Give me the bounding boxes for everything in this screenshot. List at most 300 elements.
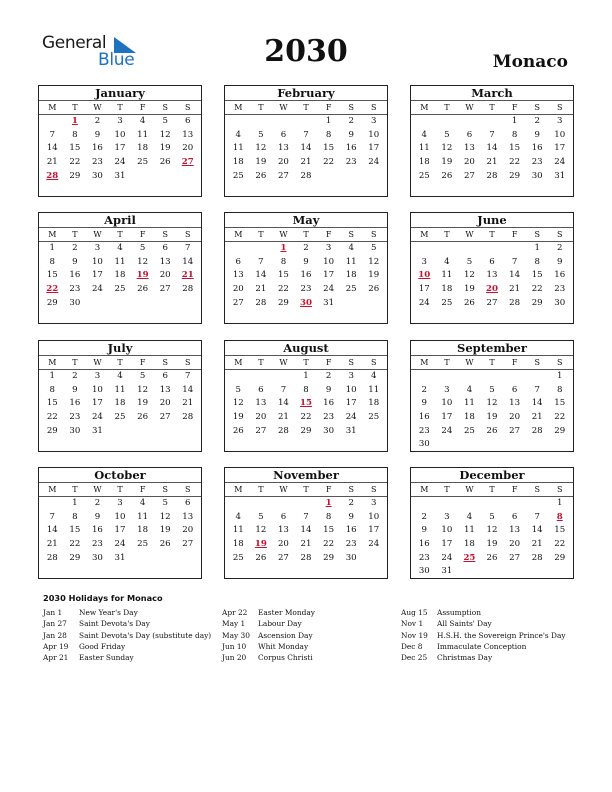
day-cell: 22 bbox=[69, 539, 81, 550]
holiday-date: Aug 15 bbox=[401, 608, 428, 617]
week-row bbox=[225, 425, 387, 439]
holiday-name: Saint Devota's Day bbox=[79, 619, 150, 629]
weekday-header: M bbox=[48, 230, 57, 239]
day-cell bbox=[548, 565, 571, 579]
day-cell: 8 bbox=[303, 384, 309, 395]
day-cell: 20 bbox=[182, 525, 194, 536]
weekday-header: S bbox=[534, 103, 540, 112]
day-cell: 27 bbox=[159, 284, 171, 295]
day-cell: 24 bbox=[441, 552, 453, 563]
day-cell: 19 bbox=[232, 412, 244, 423]
holiday-day-cell: 19 bbox=[254, 539, 267, 550]
weekday-header: T bbox=[72, 103, 78, 112]
day-cell: 31 bbox=[114, 170, 126, 181]
day-cell: 18 bbox=[137, 525, 149, 536]
day-cell: 10 bbox=[345, 384, 357, 395]
holiday-day-cell: 27 bbox=[181, 157, 194, 168]
page-title-year: 2030 bbox=[264, 34, 348, 69]
weekday-header: S bbox=[162, 103, 168, 112]
holidays-title: 2030 Holidays for Monaco bbox=[43, 593, 163, 603]
day-cell: 20 bbox=[159, 398, 171, 409]
day-cell bbox=[176, 297, 199, 311]
day-cell: 30 bbox=[69, 425, 81, 436]
month-october bbox=[38, 467, 202, 579]
day-cell: 1 bbox=[557, 498, 563, 508]
week-row bbox=[411, 411, 573, 425]
day-cell: 23 bbox=[554, 284, 566, 295]
month-title: October bbox=[39, 468, 201, 483]
day-cell bbox=[503, 370, 526, 384]
day-cell: 3 bbox=[444, 511, 450, 522]
week-row bbox=[225, 256, 387, 270]
day-cell: 22 bbox=[554, 412, 566, 423]
day-cell: 6 bbox=[280, 511, 287, 522]
day-cell bbox=[154, 552, 177, 566]
day-cell: 23 bbox=[531, 157, 543, 168]
day-cell bbox=[86, 297, 109, 311]
day-cell: 2 bbox=[348, 498, 354, 508]
day-cell: 28 bbox=[300, 170, 312, 181]
week-row bbox=[411, 397, 573, 411]
month-title: January bbox=[39, 86, 201, 101]
week-row bbox=[411, 565, 573, 579]
day-cell: 25 bbox=[232, 552, 244, 563]
holiday-entry bbox=[401, 652, 566, 663]
holiday-entry bbox=[401, 630, 566, 641]
day-cell bbox=[481, 242, 504, 256]
day-cell bbox=[131, 170, 154, 184]
day-cell: 23 bbox=[418, 552, 430, 563]
day-cell bbox=[272, 370, 295, 384]
week-row bbox=[411, 438, 573, 452]
day-cell: 9 bbox=[72, 256, 78, 267]
day-cell: 24 bbox=[368, 539, 380, 550]
day-cell: 20 bbox=[159, 270, 171, 281]
day-cell: 10 bbox=[114, 129, 126, 140]
day-cell: 2 bbox=[534, 116, 540, 126]
day-cell: 16 bbox=[91, 143, 103, 154]
weekday-header: S bbox=[557, 358, 563, 367]
day-cell: 18 bbox=[463, 539, 475, 550]
day-cell: 13 bbox=[509, 398, 521, 409]
day-cell: 11 bbox=[368, 384, 380, 395]
holiday-date: Nov 1 bbox=[401, 619, 424, 629]
day-cell: 1 bbox=[72, 498, 78, 508]
day-cell bbox=[458, 370, 481, 384]
weekday-header: S bbox=[185, 230, 191, 239]
day-cell: 13 bbox=[159, 384, 171, 395]
day-cell: 2 bbox=[303, 243, 309, 253]
day-cell: 17 bbox=[323, 270, 335, 281]
week-row bbox=[39, 297, 201, 311]
weekday-header: F bbox=[139, 485, 146, 494]
weekday-header-row bbox=[225, 356, 387, 370]
day-cell: 4 bbox=[235, 129, 242, 140]
weekday-header: W bbox=[279, 230, 288, 239]
day-cell: 2 bbox=[325, 371, 332, 381]
day-cell: 25 bbox=[114, 412, 126, 423]
weekday-header: M bbox=[234, 358, 243, 367]
weekday-header: F bbox=[325, 485, 332, 494]
country-name: Monaco bbox=[492, 52, 568, 72]
day-cell: 26 bbox=[255, 552, 267, 563]
holiday-day-cell: 15 bbox=[300, 398, 312, 409]
week-row bbox=[411, 170, 573, 184]
day-cell: 2 bbox=[557, 243, 563, 253]
weekday-header: F bbox=[511, 485, 518, 494]
day-cell: 15 bbox=[323, 143, 335, 154]
week-row bbox=[39, 497, 201, 511]
day-cell: 4 bbox=[139, 498, 146, 508]
month-december bbox=[410, 467, 574, 579]
day-cell: 29 bbox=[554, 552, 566, 563]
holiday-name: Easter Sunday bbox=[79, 653, 134, 663]
day-cell bbox=[154, 170, 177, 184]
day-cell: 2 bbox=[421, 384, 428, 395]
day-cell: 12 bbox=[255, 143, 267, 154]
day-cell: 7 bbox=[303, 511, 309, 522]
day-cell: 7 bbox=[280, 384, 287, 395]
weekday-header: F bbox=[139, 103, 146, 112]
day-cell: 7 bbox=[534, 511, 540, 522]
day-cell: 12 bbox=[137, 384, 149, 395]
holiday-day-cell: 1 bbox=[280, 243, 287, 253]
day-cell: 9 bbox=[348, 129, 354, 140]
day-cell: 31 bbox=[91, 425, 103, 436]
day-cell bbox=[526, 438, 549, 452]
month-title: May bbox=[225, 213, 387, 228]
day-cell: 4 bbox=[348, 243, 354, 253]
week-row bbox=[39, 269, 201, 283]
day-cell bbox=[481, 565, 504, 579]
weekday-header: T bbox=[444, 358, 450, 367]
day-cell bbox=[481, 370, 504, 384]
day-cell bbox=[154, 297, 177, 311]
day-cell: 18 bbox=[418, 157, 430, 168]
day-cell bbox=[295, 497, 318, 511]
weekday-header: W bbox=[93, 358, 102, 367]
weekday-header-row bbox=[411, 356, 573, 370]
day-cell: 21 bbox=[46, 157, 58, 168]
week-row bbox=[39, 283, 201, 297]
holiday-day-cell: 19 bbox=[136, 270, 149, 281]
weekday-header: S bbox=[534, 230, 540, 239]
weekday-header-row bbox=[225, 101, 387, 115]
day-cell: 8 bbox=[280, 256, 287, 267]
day-cell bbox=[436, 370, 459, 384]
day-cell: 29 bbox=[46, 425, 58, 436]
day-cell: 27 bbox=[159, 412, 171, 423]
day-cell bbox=[413, 370, 436, 384]
day-cell: 5 bbox=[489, 511, 495, 522]
month-title: July bbox=[39, 341, 201, 356]
day-cell: 25 bbox=[418, 170, 430, 181]
day-cell bbox=[227, 242, 250, 256]
day-cell: 25 bbox=[137, 157, 149, 168]
day-cell: 13 bbox=[255, 398, 267, 409]
day-cell bbox=[481, 497, 504, 511]
day-cell: 2 bbox=[94, 116, 101, 126]
week-row bbox=[411, 256, 573, 270]
day-cell: 19 bbox=[159, 525, 171, 536]
weekday-header: T bbox=[72, 230, 78, 239]
holiday-entry bbox=[222, 618, 315, 629]
day-cell bbox=[526, 370, 549, 384]
weekday-header: T bbox=[444, 103, 450, 112]
week-row bbox=[411, 384, 573, 398]
month-may bbox=[224, 212, 388, 324]
holiday-day-cell: 10 bbox=[418, 270, 431, 281]
weekday-header-row bbox=[411, 101, 573, 115]
week-row bbox=[39, 411, 201, 425]
holiday-day-cell: 1 bbox=[71, 116, 78, 126]
weekday-header-row bbox=[225, 483, 387, 497]
holiday-name: Corpus Christi bbox=[258, 653, 313, 663]
day-cell: 28 bbox=[300, 552, 312, 563]
weekday-header: S bbox=[162, 358, 168, 367]
holiday-date: Apr 21 bbox=[43, 653, 69, 663]
day-cell: 10 bbox=[441, 398, 453, 409]
day-cell: 7 bbox=[258, 256, 264, 267]
week-row bbox=[411, 497, 573, 511]
weekday-header-row bbox=[225, 228, 387, 242]
day-cell: 11 bbox=[114, 256, 126, 267]
day-cell: 2 bbox=[72, 371, 78, 381]
weekday-header: S bbox=[348, 230, 354, 239]
day-cell: 21 bbox=[486, 157, 498, 168]
day-cell: 27 bbox=[182, 539, 194, 550]
week-row bbox=[225, 384, 387, 398]
holiday-name: Whit Monday bbox=[258, 641, 309, 651]
day-cell bbox=[526, 565, 549, 579]
day-cell: 1 bbox=[511, 116, 518, 126]
weekday-header: F bbox=[139, 230, 146, 239]
weekday-header: T bbox=[117, 103, 123, 112]
day-cell bbox=[413, 242, 436, 256]
day-cell: 24 bbox=[418, 297, 430, 308]
day-cell: 5 bbox=[489, 384, 495, 395]
day-cell: 25 bbox=[232, 170, 244, 181]
day-cell: 26 bbox=[441, 170, 453, 181]
weekday-header: T bbox=[258, 485, 264, 494]
day-cell bbox=[526, 497, 549, 511]
day-cell: 13 bbox=[232, 270, 244, 281]
day-cell: 17 bbox=[91, 270, 103, 281]
month-title: June bbox=[411, 213, 573, 228]
day-cell: 30 bbox=[418, 439, 430, 450]
day-cell: 16 bbox=[91, 525, 103, 536]
day-cell: 28 bbox=[182, 412, 194, 423]
weekday-header: W bbox=[279, 485, 288, 494]
day-cell: 3 bbox=[325, 243, 332, 253]
day-cell: 27 bbox=[509, 425, 521, 436]
holiday-name: All Saints' Day bbox=[437, 619, 492, 629]
day-cell: 29 bbox=[509, 170, 521, 181]
week-row bbox=[39, 242, 201, 256]
day-cell: 6 bbox=[466, 129, 473, 140]
week-row bbox=[411, 370, 573, 384]
day-cell: 5 bbox=[139, 243, 146, 253]
weekday-header: S bbox=[162, 485, 168, 494]
day-cell: 26 bbox=[159, 539, 171, 550]
day-cell bbox=[503, 497, 526, 511]
week-row bbox=[225, 411, 387, 425]
weekday-header: W bbox=[465, 485, 474, 494]
day-cell: 11 bbox=[463, 525, 475, 536]
month-title: April bbox=[39, 213, 201, 228]
day-cell: 19 bbox=[368, 270, 380, 281]
holiday-name: Saint Devota's Day (substitute day) bbox=[79, 630, 212, 640]
weekday-header: T bbox=[258, 103, 264, 112]
day-cell: 4 bbox=[421, 129, 428, 140]
day-cell: 28 bbox=[255, 297, 267, 308]
day-cell: 21 bbox=[531, 412, 543, 423]
day-cell: 4 bbox=[139, 116, 146, 126]
week-row bbox=[225, 242, 387, 256]
day-cell bbox=[176, 425, 199, 439]
week-row bbox=[39, 115, 201, 129]
holiday-entry bbox=[43, 652, 211, 663]
day-cell bbox=[250, 497, 273, 511]
day-cell: 23 bbox=[345, 539, 357, 550]
day-cell: 6 bbox=[185, 498, 191, 508]
day-cell: 15 bbox=[277, 270, 289, 281]
day-cell: 5 bbox=[371, 243, 377, 253]
day-cell: 22 bbox=[531, 284, 543, 295]
week-row bbox=[411, 511, 573, 525]
day-cell bbox=[250, 242, 273, 256]
day-cell: 17 bbox=[345, 398, 357, 409]
week-row bbox=[411, 425, 573, 439]
holiday-day-cell: 28 bbox=[46, 170, 59, 181]
day-cell: 25 bbox=[345, 284, 357, 295]
day-cell: 23 bbox=[345, 157, 357, 168]
day-cell: 6 bbox=[489, 256, 495, 267]
week-row bbox=[39, 511, 201, 525]
day-cell: 16 bbox=[531, 143, 543, 154]
day-cell bbox=[227, 370, 250, 384]
weekday-header: T bbox=[444, 230, 450, 239]
holiday-entry bbox=[222, 641, 315, 652]
day-cell: 19 bbox=[137, 398, 149, 409]
day-cell: 26 bbox=[486, 425, 498, 436]
day-cell: 23 bbox=[91, 157, 103, 168]
day-cell: 7 bbox=[185, 371, 191, 381]
day-cell: 3 bbox=[557, 116, 563, 126]
week-row bbox=[39, 552, 201, 566]
day-cell: 21 bbox=[509, 284, 521, 295]
day-cell: 19 bbox=[486, 539, 498, 550]
day-cell: 18 bbox=[114, 270, 126, 281]
day-cell: 16 bbox=[345, 525, 357, 536]
week-row bbox=[411, 129, 573, 143]
week-row bbox=[225, 511, 387, 525]
day-cell: 16 bbox=[418, 539, 430, 550]
day-cell: 3 bbox=[371, 498, 377, 508]
day-cell: 10 bbox=[91, 256, 103, 267]
day-cell: 30 bbox=[91, 170, 103, 181]
day-cell bbox=[272, 115, 295, 129]
day-cell: 26 bbox=[463, 297, 475, 308]
day-cell: 9 bbox=[534, 129, 540, 140]
week-row bbox=[225, 269, 387, 283]
weekday-header: S bbox=[162, 230, 168, 239]
day-cell: 1 bbox=[49, 371, 56, 381]
day-cell bbox=[176, 552, 199, 566]
day-cell: 27 bbox=[486, 297, 498, 308]
day-cell: 4 bbox=[444, 256, 450, 267]
day-cell: 9 bbox=[303, 256, 309, 267]
day-cell: 3 bbox=[421, 256, 428, 267]
week-row bbox=[39, 538, 201, 552]
day-cell: 5 bbox=[162, 498, 168, 508]
holiday-name: Easter Monday bbox=[258, 608, 315, 617]
day-cell: 7 bbox=[511, 256, 518, 267]
holiday-entry bbox=[43, 641, 211, 652]
day-cell: 29 bbox=[554, 425, 566, 436]
day-cell: 10 bbox=[441, 525, 453, 536]
day-cell: 17 bbox=[441, 412, 453, 423]
day-cell: 22 bbox=[69, 157, 81, 168]
day-cell bbox=[176, 170, 199, 184]
day-cell bbox=[503, 242, 526, 256]
weekday-header: W bbox=[279, 103, 288, 112]
day-cell: 1 bbox=[303, 371, 309, 381]
day-cell: 24 bbox=[368, 157, 380, 168]
day-cell: 10 bbox=[114, 511, 126, 522]
day-cell: 16 bbox=[418, 412, 430, 423]
week-row bbox=[225, 297, 387, 311]
day-cell: 13 bbox=[277, 143, 289, 154]
holiday-entry bbox=[43, 618, 211, 629]
day-cell: 1 bbox=[325, 116, 332, 126]
weekday-header-row bbox=[39, 228, 201, 242]
day-cell: 4 bbox=[235, 511, 242, 522]
day-cell bbox=[340, 170, 363, 184]
day-cell: 23 bbox=[323, 412, 335, 423]
week-row bbox=[225, 142, 387, 156]
weekday-header: S bbox=[348, 358, 354, 367]
holiday-date: Jun 10 bbox=[222, 641, 247, 651]
day-cell: 11 bbox=[418, 143, 430, 154]
day-cell: 15 bbox=[509, 143, 521, 154]
day-cell: 12 bbox=[486, 525, 498, 536]
day-cell: 7 bbox=[534, 384, 540, 395]
weekday-header: F bbox=[325, 358, 332, 367]
day-cell: 27 bbox=[232, 297, 244, 308]
weekday-header: W bbox=[465, 230, 474, 239]
week-row bbox=[39, 129, 201, 143]
week-row bbox=[39, 384, 201, 398]
day-cell: 22 bbox=[277, 284, 289, 295]
day-cell: 11 bbox=[441, 270, 453, 281]
day-cell: 8 bbox=[325, 511, 332, 522]
day-cell: 19 bbox=[486, 412, 498, 423]
day-cell: 14 bbox=[300, 143, 312, 154]
day-cell: 15 bbox=[554, 525, 566, 536]
weekday-header: M bbox=[48, 485, 57, 494]
week-row bbox=[411, 552, 573, 566]
day-cell: 17 bbox=[368, 143, 380, 154]
day-cell: 7 bbox=[489, 129, 495, 140]
weekday-header: T bbox=[117, 358, 123, 367]
day-cell: 21 bbox=[277, 412, 289, 423]
day-cell: 5 bbox=[258, 129, 264, 140]
day-cell: 4 bbox=[466, 384, 473, 395]
weekday-header-row bbox=[39, 101, 201, 115]
holiday-name: Labour Day bbox=[258, 619, 302, 629]
day-cell: 17 bbox=[441, 539, 453, 550]
